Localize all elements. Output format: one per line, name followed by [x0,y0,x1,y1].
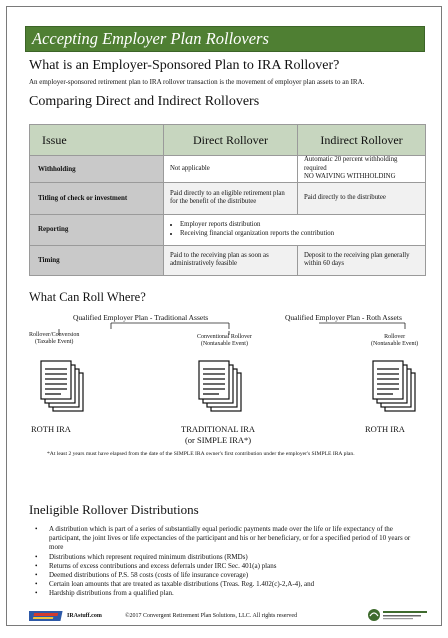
footer-site: IRAstuff.com [67,613,102,619]
section-heading-roll-where: What Can Roll Where? [29,290,146,304]
cell-text: Automatic 20 percent withholding required [304,156,398,172]
row-label: Reporting [30,214,164,245]
cell-text-strong: NO WAIVING WITHHOLDING [304,173,396,180]
reporting-list [170,221,419,239]
conventional-note: (Nontaxable Event) [200,341,248,347]
roth-rollover-title: Rollover [384,334,406,340]
page-title: Accepting Employer Plan Rollovers [32,29,269,48]
cell-indirect: Paid directly to the distributee [298,182,426,214]
cell-direct: Not applicable [164,156,298,183]
section-heading-compare: Comparing Direct and Indirect Rollovers [29,94,260,109]
dest-traditional-note: (or SIMPLE IRA*) [184,435,252,445]
comparison-table [29,124,426,276]
list-item: • Returns of excess contributions and excess deferrals under IRC Sec. 401(a) plans [35,562,415,571]
intro-text: An employer-sponsored retirement plan to IRA rollover transaction is the movement of employer plan assets to an IRA. [29,78,365,86]
table-row [30,156,426,183]
header-indirect: Indirect Rollover [298,125,426,156]
conventional-title: Conventional Rollover [197,334,252,340]
cell-indirect [298,156,426,183]
dest-traditional-title: TRADITIONAL IRA [181,424,256,434]
header-issue: Issue [30,125,164,156]
irastuff-logo-icon [29,609,69,623]
table-row [30,214,426,245]
title-banner [25,26,425,52]
conventional-rollover-label [197,334,252,348]
table-row [30,182,426,214]
dest-roth-ira-right: ROTH IRA [365,424,405,434]
list-item: • Certain loan amounts that are treated as taxable distributions (Treas. Reg. 1.402(c)-2,A-4), and [35,580,415,589]
cell-direct: Paid to the receiving plan as soon as administratively feasible [164,245,298,275]
row-label: Withholding [30,156,164,183]
section-heading-ineligible: Ineligible Rollover Distributions [29,502,199,517]
dest-roth-ira-left: ROTH IRA [31,424,71,434]
footer-copyright: ©2017 Convergent Retirement Plan Solutions, LLC. All rights reserved [125,613,298,619]
list-item: • Deemed distributions of P.S. 58 costs (costs of life insurance coverage) [35,571,415,580]
list-item: • Receiving financial organization reports the contribution [180,230,419,239]
convergent-logo-icon [367,607,429,623]
dest-traditional-ira [181,424,255,446]
conversion-label [29,332,79,346]
simple-ira-footnote: *At least 2 years must have elapsed from the date of the SIMPLE IRA owner's first contribution under the employer's SIMPLE IRA plan. [47,451,355,457]
list-item: • A distribution which is part of a series of substantially equal periodic payments made over the life or life expectancy of the participant, the joint lives or life expectancies of the participant and his or her beneficiary, or for a specified period of 10 years or more [35,525,415,553]
list-item: • Hardship distributions from a qualified plan. [35,589,415,598]
conversion-note: (Taxable Event) [34,339,74,345]
conversion-title: Rollover/Conversion [29,332,80,338]
roth-rollover-note: (Nontaxable Event) [371,341,419,347]
section-heading-rollover: What is an Employer-Sponsored Plan to IRA Rollover? [29,58,340,73]
traditional-assets-label: Qualified Employer Plan - Traditional Assets [73,313,209,322]
cell-direct: Paid directly to an eligible retirement plan for the benefit of the distributee [164,182,298,214]
roth-rollover-label [371,334,418,348]
roth-assets-label: Qualified Employer Plan - Roth Assets [285,313,402,322]
row-label: Titling of check or investment [30,182,164,214]
cell-indirect: Deposit to the receiving plan generally within 60 days [298,245,426,275]
table-row [30,245,426,275]
row-label: Timing [30,245,164,275]
list-item: • Distributions which represent required minimum distributions (RMDs) [35,553,415,562]
document-page [6,6,442,626]
cell-reporting [164,214,426,245]
table-header-row [30,125,426,156]
header-direct: Direct Rollover [164,125,298,156]
list-item: • Employer reports distribution [180,221,419,230]
ineligible-list [35,525,415,599]
